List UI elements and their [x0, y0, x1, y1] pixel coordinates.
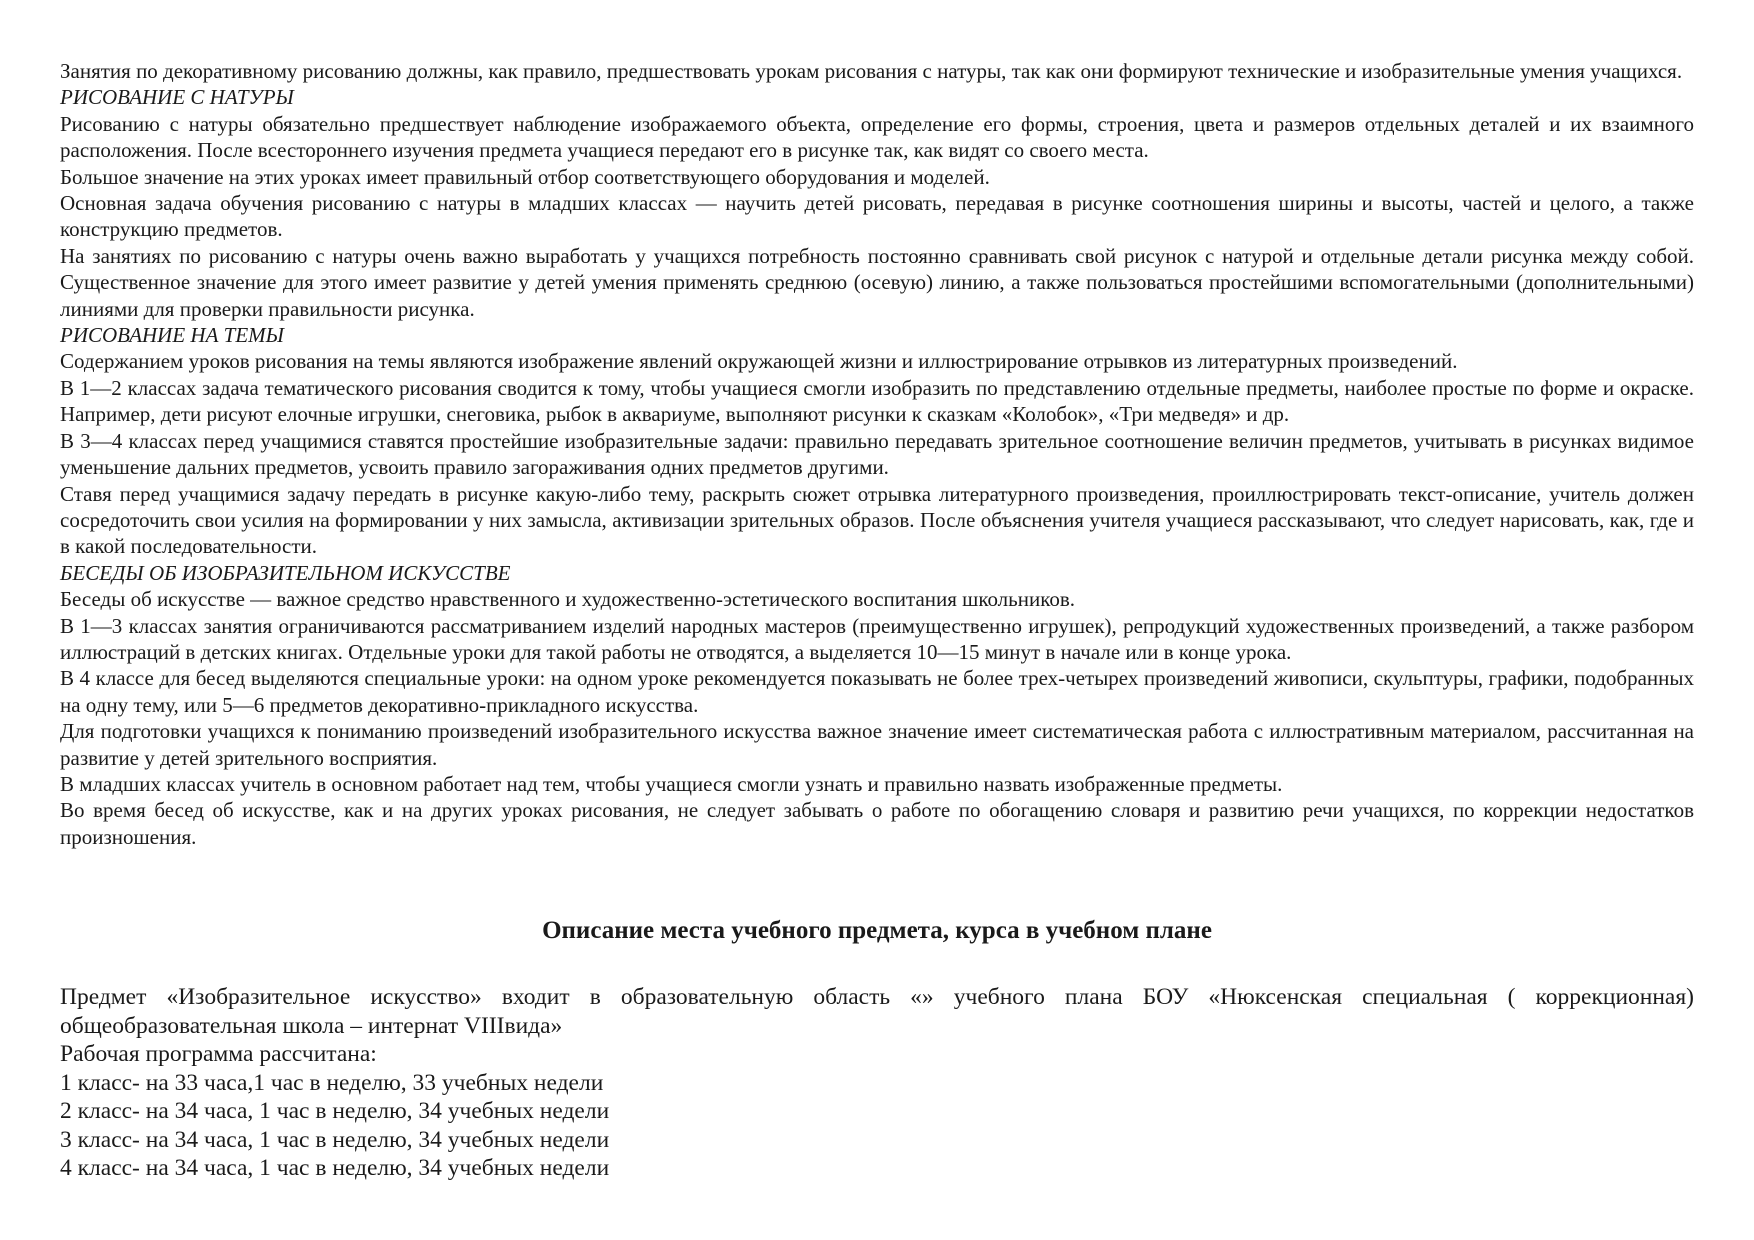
paragraph: Занятия по декоративному рисованию должны, как правило, предшествовать урокам рисования с натуры, так как они формируют технические и изобразительные умения учащихся. — [60, 59, 1683, 83]
paragraph: Большое значение на этих уроках имеет правильный отбор соответствующего оборудования и моделей. — [60, 164, 990, 189]
list-item: 2 класс- на 34 часа, 1 час в неделю, 34 учебных недели — [60, 1098, 610, 1124]
section-heading: РИСОВАНИЕ НА ТЕМЫ — [60, 323, 284, 348]
list-item: 1 класс- на 33 часа,1 час в неделю, 33 учебных недели — [60, 1069, 604, 1096]
paragraph: В 1—3 классах занятия ограничиваются рассматриванием изделий народных мастеров (преимущественно игрушек), репродукций художественных произведений, а также разбором иллюстраций в детских книгах. Отдельные уроки для такой работы не отводятся, а выделяется 10—15 минут в начале или в конце урока. — [60, 613, 1694, 664]
paragraph: Для подготовки учащихся к пониманию произведений изобразительного искусства важное значение имеет систематическая работа с иллюстративным материалом, рассчитанная на развитие у детей зрительного восприятия. — [60, 719, 1694, 770]
page-title: Описание места учебного предмета, курса в учебном плане — [542, 917, 1212, 944]
paragraph: В 1—2 классах задача тематического рисования сводится к тому, чтобы учащиеся смогли изобразить по представлению отдельные предметы, наиболее простые по форме и окраске. Например, дети рисуют елочные игрушки, снеговика, рыбок в аквариуме, выполняют рисунки к сказкам «Колобок», «Три медведя» и др. — [60, 375, 1694, 427]
paragraph: Ставя перед учащимися задачу передать в рисунке какую-либо тему, раскрыть сюжет отрывка литературного произведения, проиллюстрировать текст-описание, учитель должен сосредоточить свои усилия на формировании у них замысла, активизации зрительных образов. После объяснения учителя учащиеся рассказывают, что следует нарисовать, как, где и в какой последовательности. — [60, 481, 1694, 559]
list-item: 3 класс- на 34 часа, 1 час в неделю, 34 учебных недели — [60, 1126, 610, 1153]
paragraph: Рисованию с натуры обязательно предшествует наблюдение изображаемого объекта, определение его формы, строения, цвета и размеров отдельных деталей и их взаимного расположения. После всестороннего изучения предмета учащиеся передают его в рисунке так, как видят со своего места. — [60, 111, 1694, 163]
paragraph: Рабочая программа рассчитана: — [60, 1041, 377, 1067]
paragraph: На занятиях по рисованию с натуры очень важно выработать у учащихся потребность постоянно сравнивать свой рисунок с натурой и отдельные детали рисунка между собой. Существенное значение для этого имеет развитие у детей умения применять среднюю (осевую) линию, а также пользоваться простейшими вспомогательными (дополнительными) линиями для проверки правильности рисунка. — [60, 243, 1694, 321]
section-heading: РИСОВАНИЕ С НАТУРЫ — [60, 85, 294, 110]
paragraph: Содержанием уроков рисования на темы являются изображение явлений окружающей жизни и иллюстрирование отрывков из литературных произведений. — [60, 349, 1458, 374]
section-heading: БЕСЕДЫ ОБ ИЗОБРАЗИТЕЛЬНОМ ИСКУССТВЕ — [60, 560, 511, 585]
paragraph: Беседы об искусстве — важное средство нравственного и художественно-эстетического воспитания школьников. — [60, 587, 1076, 612]
paragraph: Основная задача обучения рисованию с натуры в младших классах — научить детей рисовать, передавая в рисунке соотношения ширины и высоты, частей и целого, а также конструкцию предметов. — [60, 191, 1694, 242]
paragraph: В младших классах учитель в основном работает над тем, чтобы учащиеся смогли узнать и правильно назвать изображенные предметы. — [60, 771, 1283, 796]
paragraph: В 3—4 классах перед учащимися ставятся простейшие изобразительные задачи: правильно передавать зрительное соотношение величин предметов, учитывать в рисунках видимое уменьшение дальних предметов, усвоить правило загораживания одних предметов другими. — [60, 428, 1694, 480]
document-section-curriculum — [60, 983, 1694, 1183]
paragraph: Предмет «Изобразительное искусство» входит в образовательную область «» учебного плана БОУ «Нюксенская специальная ( коррекционная) общеобразовательная школа – интернат VIIIвида» — [60, 984, 1694, 1039]
paragraph: В 4 классе для бесед выделяются специальные уроки: на одном уроке рекомендуется показывать не более трех-четырех произведений живописи, скульптуры, графики, подобранных на одну тему, или 5—6 предметов декоративно-прикладного искусства. — [60, 666, 1694, 717]
document-section-methods — [60, 58, 1694, 850]
paragraph: Во время бесед об искусстве, как и на других уроках рисования, не следует забывать о работе по обогащению словаря и развитию речи учащихся, по коррекции недостатков произношения. — [60, 798, 1694, 849]
list-item: 4 класс- на 34 часа, 1 час в неделю, 34 учебных недели — [60, 1155, 610, 1181]
